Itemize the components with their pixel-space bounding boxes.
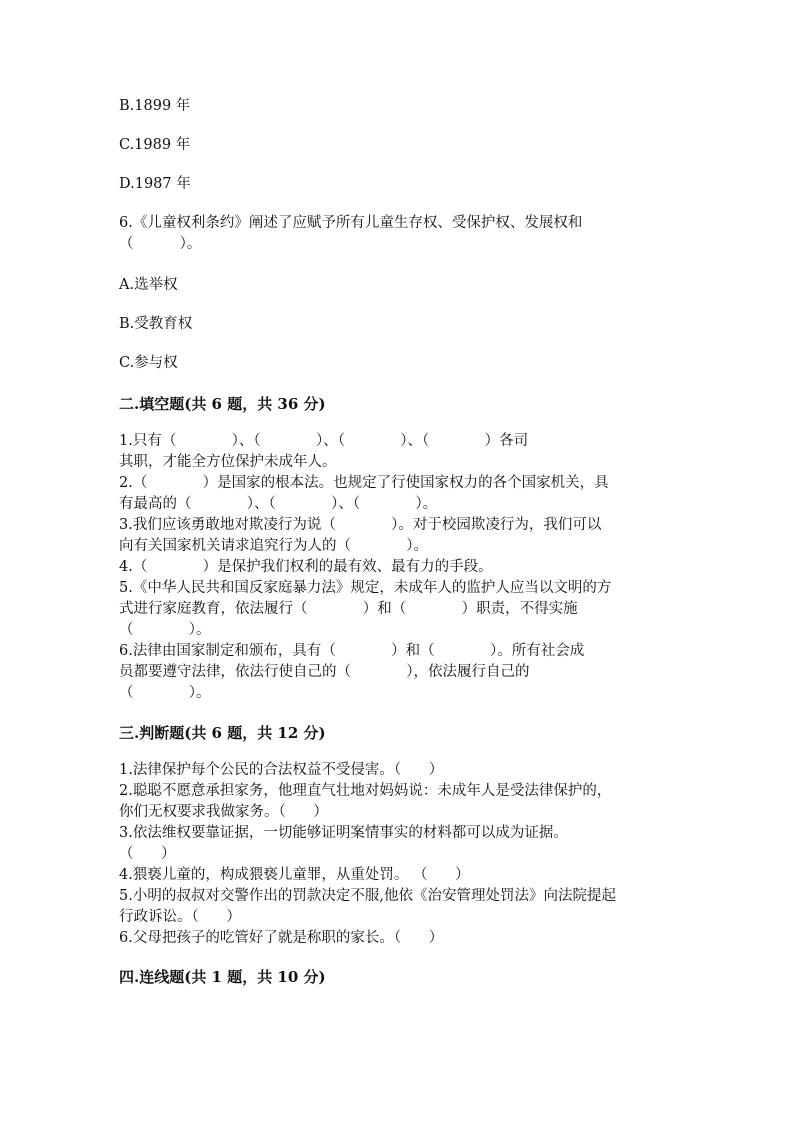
q6-stem-line-1: 6.《儿童权利条约》阐述了应赋予所有儿童生存权、受保护权、发展权和 [119,215,583,231]
q5-option-c: C.1989 年 [119,137,191,153]
fill-blank-line: 3.我们应该勇敢地对欺凌行为说（ ）。对于校园欺凌行为，我们可以 [119,517,602,533]
fill-blank-line: 6.法律由国家制定和颁布，具有（ ）和（ ）。所有社会成 [119,643,585,659]
judge-line: 1.法律保护每个公民的合法权益不受侵害。（ ） [119,762,444,778]
fill-blank-line: 2.（ ）是国家的根本法。也规定了行使国家权力的各个国家机关，具 [119,475,609,491]
q6-stem-line-2: （ ）。 [119,236,202,252]
q5-option-b: B.1899 年 [119,98,191,114]
fill-blank-line: 式进行家庭教育，依法履行（ ）和（ ）职责，不得实施 [119,601,578,617]
fill-blank-line: 有最高的（ ）、（ ）、（ ）。 [119,496,438,512]
judge-line: 4.猥亵儿童的，构成猥亵儿童罪，从重处罚。 （ ） [119,867,470,883]
fill-blank-line: 向有关国家机关请求追究行为人的（ ）。 [119,538,429,554]
q6-option-c: C.参与权 [119,355,178,371]
section-2-heading: 二.填空题(共 6 题，共 36 分) [119,395,326,413]
fill-blank-line: 1.只有（ ）、（ ）、（ ）、（ ）各司 [119,433,529,449]
judge-line: 6.父母把孩子的吃管好了就是称职的家长。（ ） [119,930,444,946]
fill-blank-line: （ ）。 [119,685,211,701]
judge-line: （ ） [119,846,176,862]
judge-line: 2.聪聪不愿意承担家务，他理直气壮地对妈妈说：未成年人是受法律保护的， [119,783,612,799]
fill-blank-line: （ ）。 [119,622,211,638]
q5-option-d: D.1987 年 [119,176,191,192]
judge-line: 你们无权要求我做家务。（ ） [119,804,328,820]
fill-blank-line: 5.《中华人民共和国反家庭暴力法》规定，未成年人的监护人应当以文明的方 [119,580,612,596]
fill-blank-line: 员都要遵守法律，依法行使自己的（ ），依法履行自己的 [119,664,530,680]
section-3-heading: 三.判断题(共 6 题，共 12 分) [119,724,326,742]
q6-option-b: B.受教育权 [119,316,193,332]
fill-blank-line: 其职，才能全方位保护未成年人。 [119,454,337,470]
judge-line: 3.依法维权要靠证据，一切能够证明案情事实的材料都可以成为证据。 [119,825,568,841]
q6-option-a: A.选举权 [119,277,178,293]
section-4-heading: 四.连线题(共 1 题，共 10 分) [119,968,326,986]
judge-line: 5.小明的叔叔对交警作出的罚款决定不服,他依《治安管理处罚法》向法院提起 [119,888,616,904]
fill-blank-line: 4.（ ）是保护我们权利的最有效、最有力的手段。 [119,559,493,575]
judge-line: 行政诉讼。（ ） [119,909,241,925]
